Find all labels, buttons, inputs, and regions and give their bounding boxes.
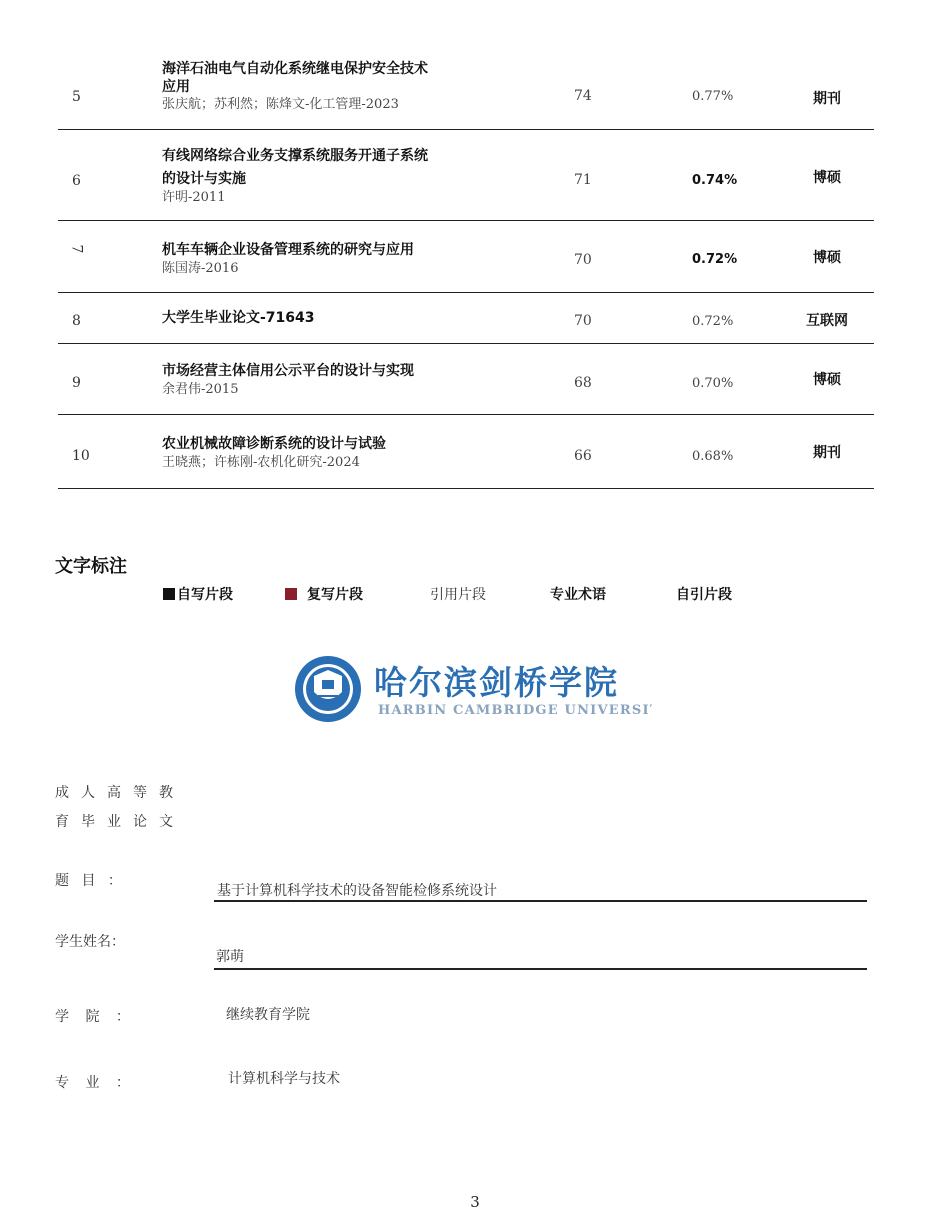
name-underline	[214, 968, 867, 970]
title-label: 题 目 ：	[55, 873, 126, 889]
match-percent: 0.77%	[692, 89, 734, 104]
svg-text:HARBIN CAMBRIDGE UNIVERSITY: HARBIN CAMBRIDGE UNIVERSITY	[378, 703, 652, 718]
row-number: 5	[72, 89, 81, 105]
table-row[interactable]	[58, 221, 874, 293]
source-type: 期刊	[813, 91, 841, 107]
table-row[interactable]	[58, 130, 874, 221]
legend-item-terms: 专业术语	[550, 587, 606, 603]
source-title[interactable]: 大学生毕业论文-71643	[162, 310, 315, 326]
source-info	[162, 146, 428, 207]
source-meta: 许明-2011	[162, 190, 226, 205]
source-type: 期刊	[813, 445, 841, 461]
svg-text:哈尔滨剑桥学院: 哈尔滨剑桥学院	[374, 663, 619, 702]
match-percent: 0.68%	[692, 449, 734, 464]
red-square-icon	[285, 588, 297, 600]
source-info	[162, 240, 414, 278]
college-value: 继续教育学院	[226, 1007, 310, 1023]
source-info	[162, 59, 428, 114]
source-type: 博硕	[813, 170, 841, 186]
legend-item-self-written	[163, 584, 233, 604]
source-title[interactable]: 农业机械故障诊断系统的设计与试验	[162, 436, 386, 452]
source-type: 互联网	[806, 313, 848, 329]
source-meta: 张庆航；苏利然；陈烽文-化工管理-2023	[162, 97, 399, 112]
source-title-cont[interactable]: 的设计与实施	[162, 171, 246, 187]
source-meta: 王晓燕；许栋刚-农机化研究-2024	[162, 455, 360, 470]
match-percent: 0.72%	[692, 314, 734, 329]
match-count: 68	[574, 375, 592, 391]
legend-item-quoted: 引用片段	[430, 587, 486, 603]
source-title[interactable]: 市场经营主体信用公示平台的设计与实现	[162, 363, 414, 379]
row-number: 6	[72, 173, 81, 189]
page-number: 3	[470, 1193, 480, 1211]
source-table	[58, 48, 874, 489]
match-percent: 0.72%	[692, 252, 738, 267]
source-title[interactable]: 海洋石油电气自动化系统继电保护安全技术	[162, 61, 428, 77]
major-value: 计算机科学与技术	[228, 1071, 340, 1087]
match-count: 74	[574, 88, 592, 104]
match-count: 70	[574, 252, 592, 268]
legend-label: 复写片段	[307, 587, 363, 603]
table-row[interactable]	[58, 293, 874, 344]
source-title[interactable]: 有线网络综合业务支撑系统服务开通子系统	[162, 148, 428, 164]
row-number: 8	[72, 313, 81, 329]
match-percent: 0.74%	[692, 173, 738, 188]
college-label: 学 院 ：	[55, 1009, 136, 1025]
legend-item-rewritten	[285, 584, 363, 604]
cover-heading-line1: 成人高等教	[55, 785, 185, 801]
source-meta: 余君伟-2015	[162, 382, 239, 397]
table-row[interactable]	[58, 344, 874, 415]
source-meta: 陈国涛-2016	[162, 261, 239, 276]
row-number: 10	[72, 448, 90, 464]
source-info	[162, 308, 315, 328]
university-seal-icon	[292, 656, 652, 726]
row-number: 9	[72, 375, 81, 391]
source-type: 博硕	[813, 372, 841, 388]
table-row[interactable]	[58, 48, 874, 130]
name-value: 郭萌	[216, 949, 244, 965]
source-info	[162, 361, 414, 399]
legend-label: 自写片段	[177, 587, 233, 603]
row-number: 7	[68, 244, 85, 254]
source-type: 博硕	[813, 250, 841, 266]
legend-title: 文字标注	[55, 556, 127, 577]
title-underline	[214, 900, 867, 902]
name-label: 学生姓名：	[55, 934, 125, 950]
match-count: 71	[574, 172, 592, 188]
source-info	[162, 434, 386, 472]
university-logo	[292, 656, 652, 726]
black-square-icon	[163, 588, 175, 600]
title-value: 基于计算机科学技术的设备智能检修系统设计	[217, 883, 497, 899]
match-count: 66	[574, 448, 592, 464]
cover-heading-line2: 育毕业论文	[55, 814, 185, 830]
source-title-cont[interactable]: 应用	[162, 79, 190, 95]
match-count: 70	[574, 313, 592, 329]
legend-item-self-cited: 自引片段	[676, 587, 732, 603]
source-title[interactable]: 机车车辆企业设备管理系统的研究与应用	[162, 242, 414, 258]
major-label: 专 业 ：	[55, 1075, 136, 1091]
table-row[interactable]	[58, 415, 874, 489]
match-percent: 0.70%	[692, 376, 734, 391]
